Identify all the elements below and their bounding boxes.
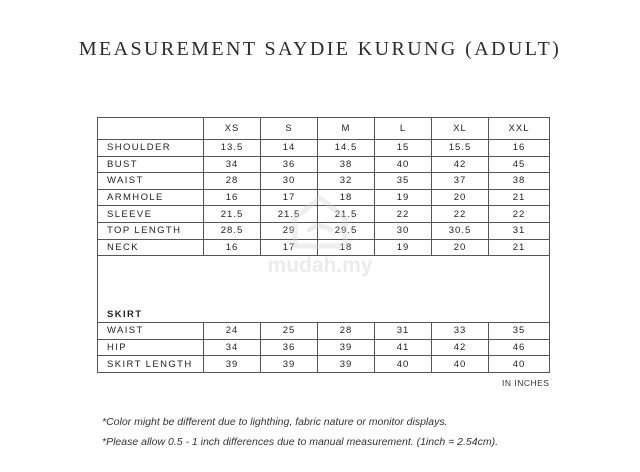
header-size-s: S	[261, 118, 318, 140]
skirt-row-label: HIP	[98, 339, 204, 356]
skirt-heading: SKIRT	[98, 307, 550, 323]
top-value-cell: 36	[261, 156, 318, 173]
top-row	[98, 239, 550, 256]
top-value-cell: 37	[432, 173, 489, 190]
top-value-cell: 40	[375, 156, 432, 173]
skirt-value-cell: 33	[432, 323, 489, 340]
skirt-value-cell: 28	[318, 323, 375, 340]
spacer-row	[98, 256, 550, 308]
watermark-text: mudah.my	[267, 254, 373, 277]
top-value-cell: 30	[261, 173, 318, 190]
header-size-m: M	[318, 118, 375, 140]
header-row	[98, 118, 550, 140]
skirt-value-cell: 25	[261, 323, 318, 340]
top-row-label: TOP LENGTH	[98, 222, 204, 239]
top-value-cell: 29	[261, 222, 318, 239]
top-value-cell: 18	[318, 239, 375, 256]
top-value-cell: 16	[204, 189, 261, 206]
skirt-value-cell: 39	[318, 356, 375, 373]
skirt-row-label: SKIRT LENGTH	[98, 356, 204, 373]
color-disclaimer: *Color might be different due to lighthing, fabric nature or monitor displays.	[102, 416, 448, 428]
top-value-cell: 17	[261, 189, 318, 206]
top-value-cell: 35	[375, 173, 432, 190]
top-value-cell: 21.5	[261, 206, 318, 223]
measurement-disclaimer: *Please allow 0.5 - 1 inch differences due to manual measurement. (1inch = 2.54cm).	[102, 436, 499, 448]
top-value-cell: 30.5	[432, 222, 489, 239]
top-value-cell: 38	[489, 173, 550, 190]
header-size-xxl: XXL	[489, 118, 550, 140]
top-value-cell: 22	[375, 206, 432, 223]
header-size-l: L	[375, 118, 432, 140]
top-row-label: WAIST	[98, 173, 204, 190]
skirt-value-cell: 41	[375, 339, 432, 356]
top-value-cell: 21	[489, 239, 550, 256]
skirt-value-cell: 39	[261, 356, 318, 373]
skirt-value-cell: 39	[204, 356, 261, 373]
top-value-cell: 20	[432, 189, 489, 206]
skirt-value-cell: 40	[489, 356, 550, 373]
top-row	[98, 206, 550, 223]
skirt-value-cell: 39	[318, 339, 375, 356]
top-value-cell: 16	[204, 239, 261, 256]
size-chart-table	[97, 117, 550, 373]
top-value-cell: 21	[489, 189, 550, 206]
top-value-cell: 15	[375, 140, 432, 157]
skirt-value-cell: 34	[204, 339, 261, 356]
unit-note: IN INCHES	[502, 378, 550, 388]
top-value-cell: 19	[375, 189, 432, 206]
top-row-label: BUST	[98, 156, 204, 173]
skirt-row	[98, 339, 550, 356]
top-row	[98, 140, 550, 157]
skirt-value-cell: 31	[375, 323, 432, 340]
top-value-cell: 14	[261, 140, 318, 157]
top-value-cell: 17	[261, 239, 318, 256]
top-value-cell: 29.5	[318, 222, 375, 239]
top-value-cell: 21.5	[318, 206, 375, 223]
header-size-xl: XL	[432, 118, 489, 140]
top-value-cell: 21.5	[204, 206, 261, 223]
skirt-value-cell: 36	[261, 339, 318, 356]
spacer-cell	[98, 256, 550, 308]
top-value-cell: 34	[204, 156, 261, 173]
header-corner-cell	[98, 118, 204, 140]
skirt-row	[98, 323, 550, 340]
top-value-cell: 22	[432, 206, 489, 223]
top-value-cell: 18	[318, 189, 375, 206]
top-row-label: SLEEVE	[98, 206, 204, 223]
top-value-cell: 31	[489, 222, 550, 239]
top-value-cell: 45	[489, 156, 550, 173]
top-row-label: ARMHOLE	[98, 189, 204, 206]
header-size-xs: XS	[204, 118, 261, 140]
top-value-cell: 13.5	[204, 140, 261, 157]
top-value-cell: 28	[204, 173, 261, 190]
skirt-value-cell: 40	[432, 356, 489, 373]
top-value-cell: 15.5	[432, 140, 489, 157]
top-value-cell: 14.5	[318, 140, 375, 157]
top-value-cell: 22	[489, 206, 550, 223]
top-value-cell: 16	[489, 140, 550, 157]
skirt-row-label: WAIST	[98, 323, 204, 340]
skirt-section-row	[98, 307, 550, 323]
top-value-cell: 20	[432, 239, 489, 256]
top-value-cell: 42	[432, 156, 489, 173]
top-value-cell: 28.5	[204, 222, 261, 239]
top-row	[98, 189, 550, 206]
skirt-value-cell: 24	[204, 323, 261, 340]
top-value-cell: 30	[375, 222, 432, 239]
top-row-label: SHOULDER	[98, 140, 204, 157]
top-value-cell: 38	[318, 156, 375, 173]
top-row	[98, 156, 550, 173]
skirt-value-cell: 42	[432, 339, 489, 356]
skirt-value-cell: 40	[375, 356, 432, 373]
top-row-label: NECK	[98, 239, 204, 256]
skirt-value-cell: 35	[489, 323, 550, 340]
top-value-cell: 19	[375, 239, 432, 256]
top-row	[98, 173, 550, 190]
skirt-row	[98, 356, 550, 373]
top-row	[98, 222, 550, 239]
skirt-value-cell: 46	[489, 339, 550, 356]
top-value-cell: 32	[318, 173, 375, 190]
page-title: MEASUREMENT SAYDIE KURUNG (ADULT)	[78, 38, 562, 60]
